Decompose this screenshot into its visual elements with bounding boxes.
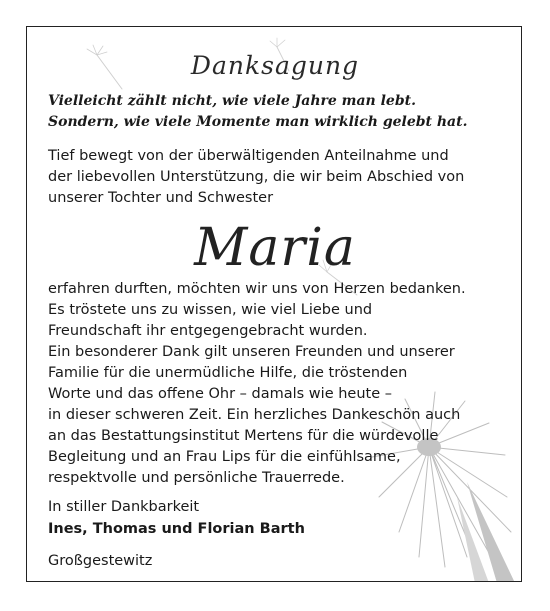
body-line: Freundschaft ihr entgegengebracht wurden. xyxy=(48,323,368,339)
intro-line: der liebevollen Unterstützung, die wir beim Abschied von xyxy=(48,169,465,185)
notice-title: Danksagung xyxy=(190,51,360,80)
quote-line: Sondern, wie viele Momente man wirklich gelebt hat. xyxy=(48,114,468,130)
intro-line: Tief bewegt von der überwältigenden Anteilnahme und xyxy=(48,148,449,164)
signature-intro: In stiller Dankbarkeit xyxy=(48,499,200,515)
notice-content xyxy=(27,27,522,582)
place-name: Großgestewitz xyxy=(48,553,153,569)
body-line: Es tröstete uns zu wissen, wie viel Liebe und xyxy=(48,302,373,318)
intro-line: unserer Tochter und Schwester xyxy=(48,190,274,206)
body-line: respektvolle und persönliche Trauerrede. xyxy=(48,470,345,486)
quote-block xyxy=(48,91,508,133)
body-line: Worte und das offene Ohr – damals wie heute – xyxy=(48,386,392,402)
signature-names: Ines, Thomas und Florian Barth xyxy=(48,521,305,537)
body-line: Begleitung und an Frau Lips für die einfühlsame, xyxy=(48,449,401,465)
quote-line: Vielleicht zählt nicht, wie viele Jahre man lebt. xyxy=(48,93,416,109)
deceased-name: Maria xyxy=(194,218,356,278)
body-line: in dieser schweren Zeit. Ein herzliches Dankeschön auch xyxy=(48,407,461,423)
intro-paragraph xyxy=(48,146,518,209)
body-line: Ein besonderer Dank gilt unseren Freunden und unserer xyxy=(48,344,455,360)
body-line: erfahren durften, möchten wir uns von Herzen bedanken. xyxy=(48,281,466,297)
body-line: an das Bestattungsinstitut Mertens für die würdevolle xyxy=(48,428,439,444)
notice-frame xyxy=(26,26,522,582)
body-line: Familie für die unermüdliche Hilfe, die tröstenden xyxy=(48,365,408,381)
body-paragraph xyxy=(48,279,518,489)
